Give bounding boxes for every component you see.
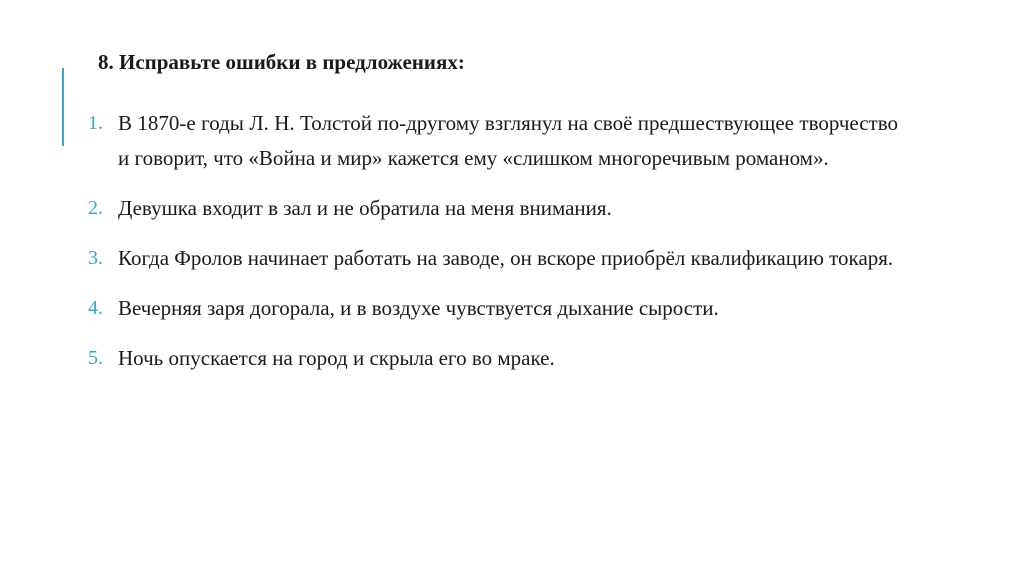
item-number: 1.: [88, 112, 103, 134]
item-number: 2.: [88, 197, 103, 219]
list-item: [88, 341, 898, 376]
accent-bar: [62, 68, 64, 146]
item-text: Когда Фролов начинает работать на заводе, он вскоре приобрёл квалификацию токаря.: [118, 246, 894, 270]
slide-title: 8. Исправьте ошибки в предложениях:: [98, 50, 465, 74]
item-number: 5.: [88, 347, 103, 369]
item-text: Вечерняя заря догорала, и в воздухе чувствуется дыхание сырости.: [118, 296, 719, 320]
list-item: [88, 291, 898, 326]
item-number: 4.: [88, 297, 103, 319]
task-list: [88, 106, 898, 391]
list-item: [88, 106, 898, 176]
item-text: Ночь опускается на город и скрыла его во мраке.: [118, 346, 555, 370]
item-number: 3.: [88, 247, 103, 269]
item-text: В 1870-е годы Л. Н. Толстой по-другому взглянул на своё предшествующее творчество и говорит, что «Война и мир» кажется ему «слишком многоречивым романом».: [118, 111, 898, 170]
item-text: Девушка входит в зал и не обратила на меня внимания.: [118, 196, 612, 220]
list-item: [88, 241, 898, 276]
list-item: [88, 191, 898, 226]
